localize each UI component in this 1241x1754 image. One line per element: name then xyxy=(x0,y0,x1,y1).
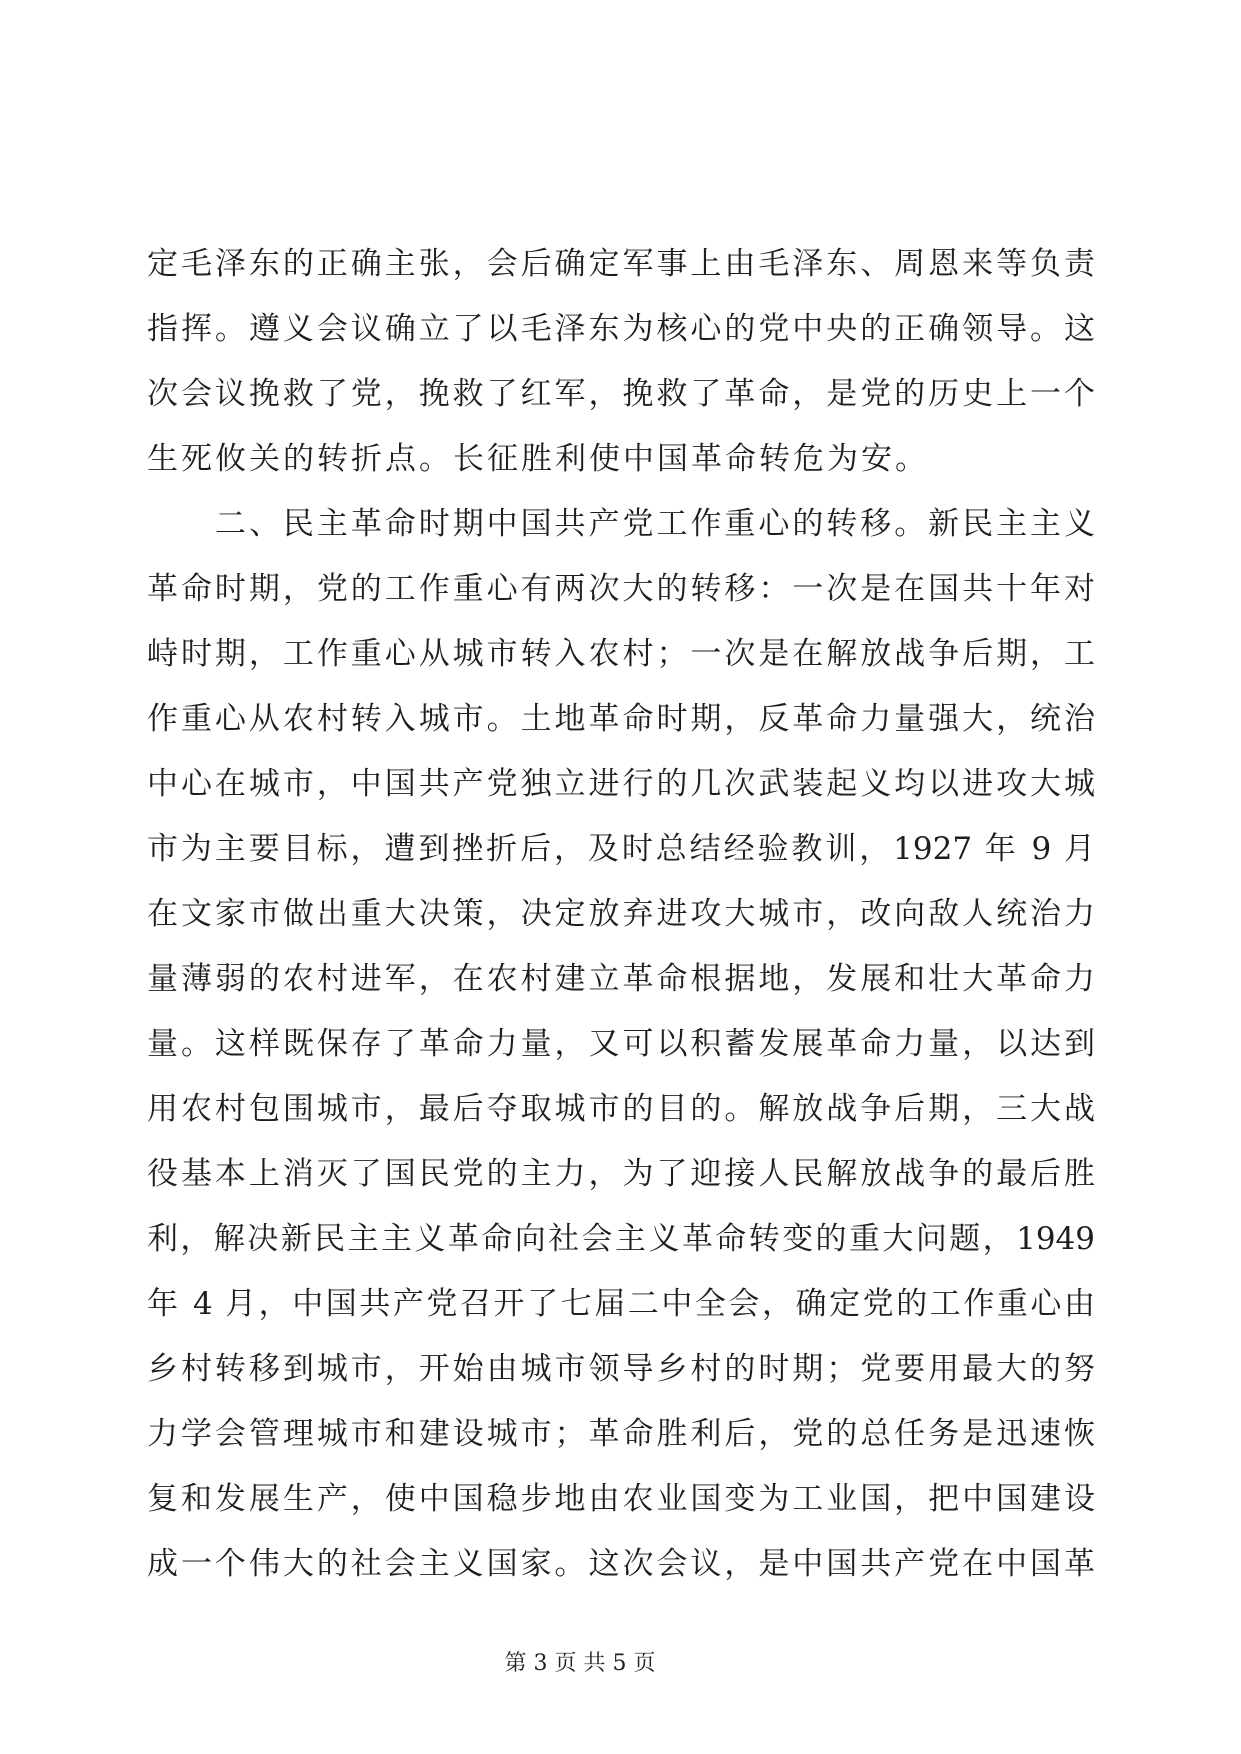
paragraph-1 xyxy=(147,232,1095,492)
text-line: 峙时期，工作重心从城市转入农村；一次是在解放战争后期，工 xyxy=(147,636,1095,672)
body-text xyxy=(147,232,1095,1597)
text-line: 役基本上消灭了国民党的主力，为了迎接人民解放战争的最后胜 xyxy=(147,1156,1095,1192)
text-line: 量。这样既保存了革命力量，又可以积蓄发展革命力量，以达到 xyxy=(147,1026,1095,1062)
text-line: 作重心从农村转入城市。土地革命时期，反革命力量强大，统治 xyxy=(147,701,1095,737)
text-line: 量薄弱的农村进军，在农村建立革命根据地，发展和壮大革命力 xyxy=(147,961,1095,997)
text-line: 利，解决新民主主义革命向社会主义革命转变的重大问题，1949 xyxy=(147,1221,1095,1257)
text-line: 成一个伟大的社会主义国家。这次会议，是中国共产党在中国革 xyxy=(147,1546,1095,1582)
text-line: 中心在城市，中国共产党独立进行的几次武装起义均以进攻大城 xyxy=(147,766,1095,802)
text-line: 革命时期，党的工作重心有两次大的转移：一次是在国共十年对 xyxy=(147,571,1095,607)
text-line: 用农村包围城市，最后夺取城市的目的。解放战争后期，三大战 xyxy=(147,1091,1095,1127)
text-line: 力学会管理城市和建设城市；革命胜利后，党的总任务是迅速恢 xyxy=(147,1416,1095,1452)
text-line: 年 4 月，中国共产党召开了七届二中全会，确定党的工作重心由 xyxy=(147,1286,1095,1322)
text-line: 二、民主革命时期中国共产党工作重心的转移。新民主主义 xyxy=(215,506,1095,542)
page-number-footer: 第 3 页 共 5 页 xyxy=(504,1651,656,1676)
paragraph-2 xyxy=(147,492,1095,1597)
text-line: 乡村转移到城市，开始由城市领导乡村的时期；党要用最大的努 xyxy=(147,1351,1095,1387)
text-line: 指挥。遵义会议确立了以毛泽东为核心的党中央的正确领导。这 xyxy=(147,311,1095,347)
text-line: 市为主要目标，遭到挫折后，及时总结经验教训，1927 年 9 月 xyxy=(147,831,1095,867)
text-line: 定毛泽东的正确主张，会后确定军事上由毛泽东、周恩来等负责 xyxy=(147,246,1095,282)
text-line: 复和发展生产，使中国稳步地由农业国变为工业国，把中国建设 xyxy=(147,1481,1095,1517)
text-line: 在文家市做出重大决策，决定放弃进攻大城市，改向敌人统治力 xyxy=(147,896,1095,932)
text-line: 生死攸关的转折点。长征胜利使中国革命转危为安。 xyxy=(147,441,929,477)
text-line: 次会议挽救了党，挽救了红军，挽救了革命，是党的历史上一个 xyxy=(147,376,1095,412)
